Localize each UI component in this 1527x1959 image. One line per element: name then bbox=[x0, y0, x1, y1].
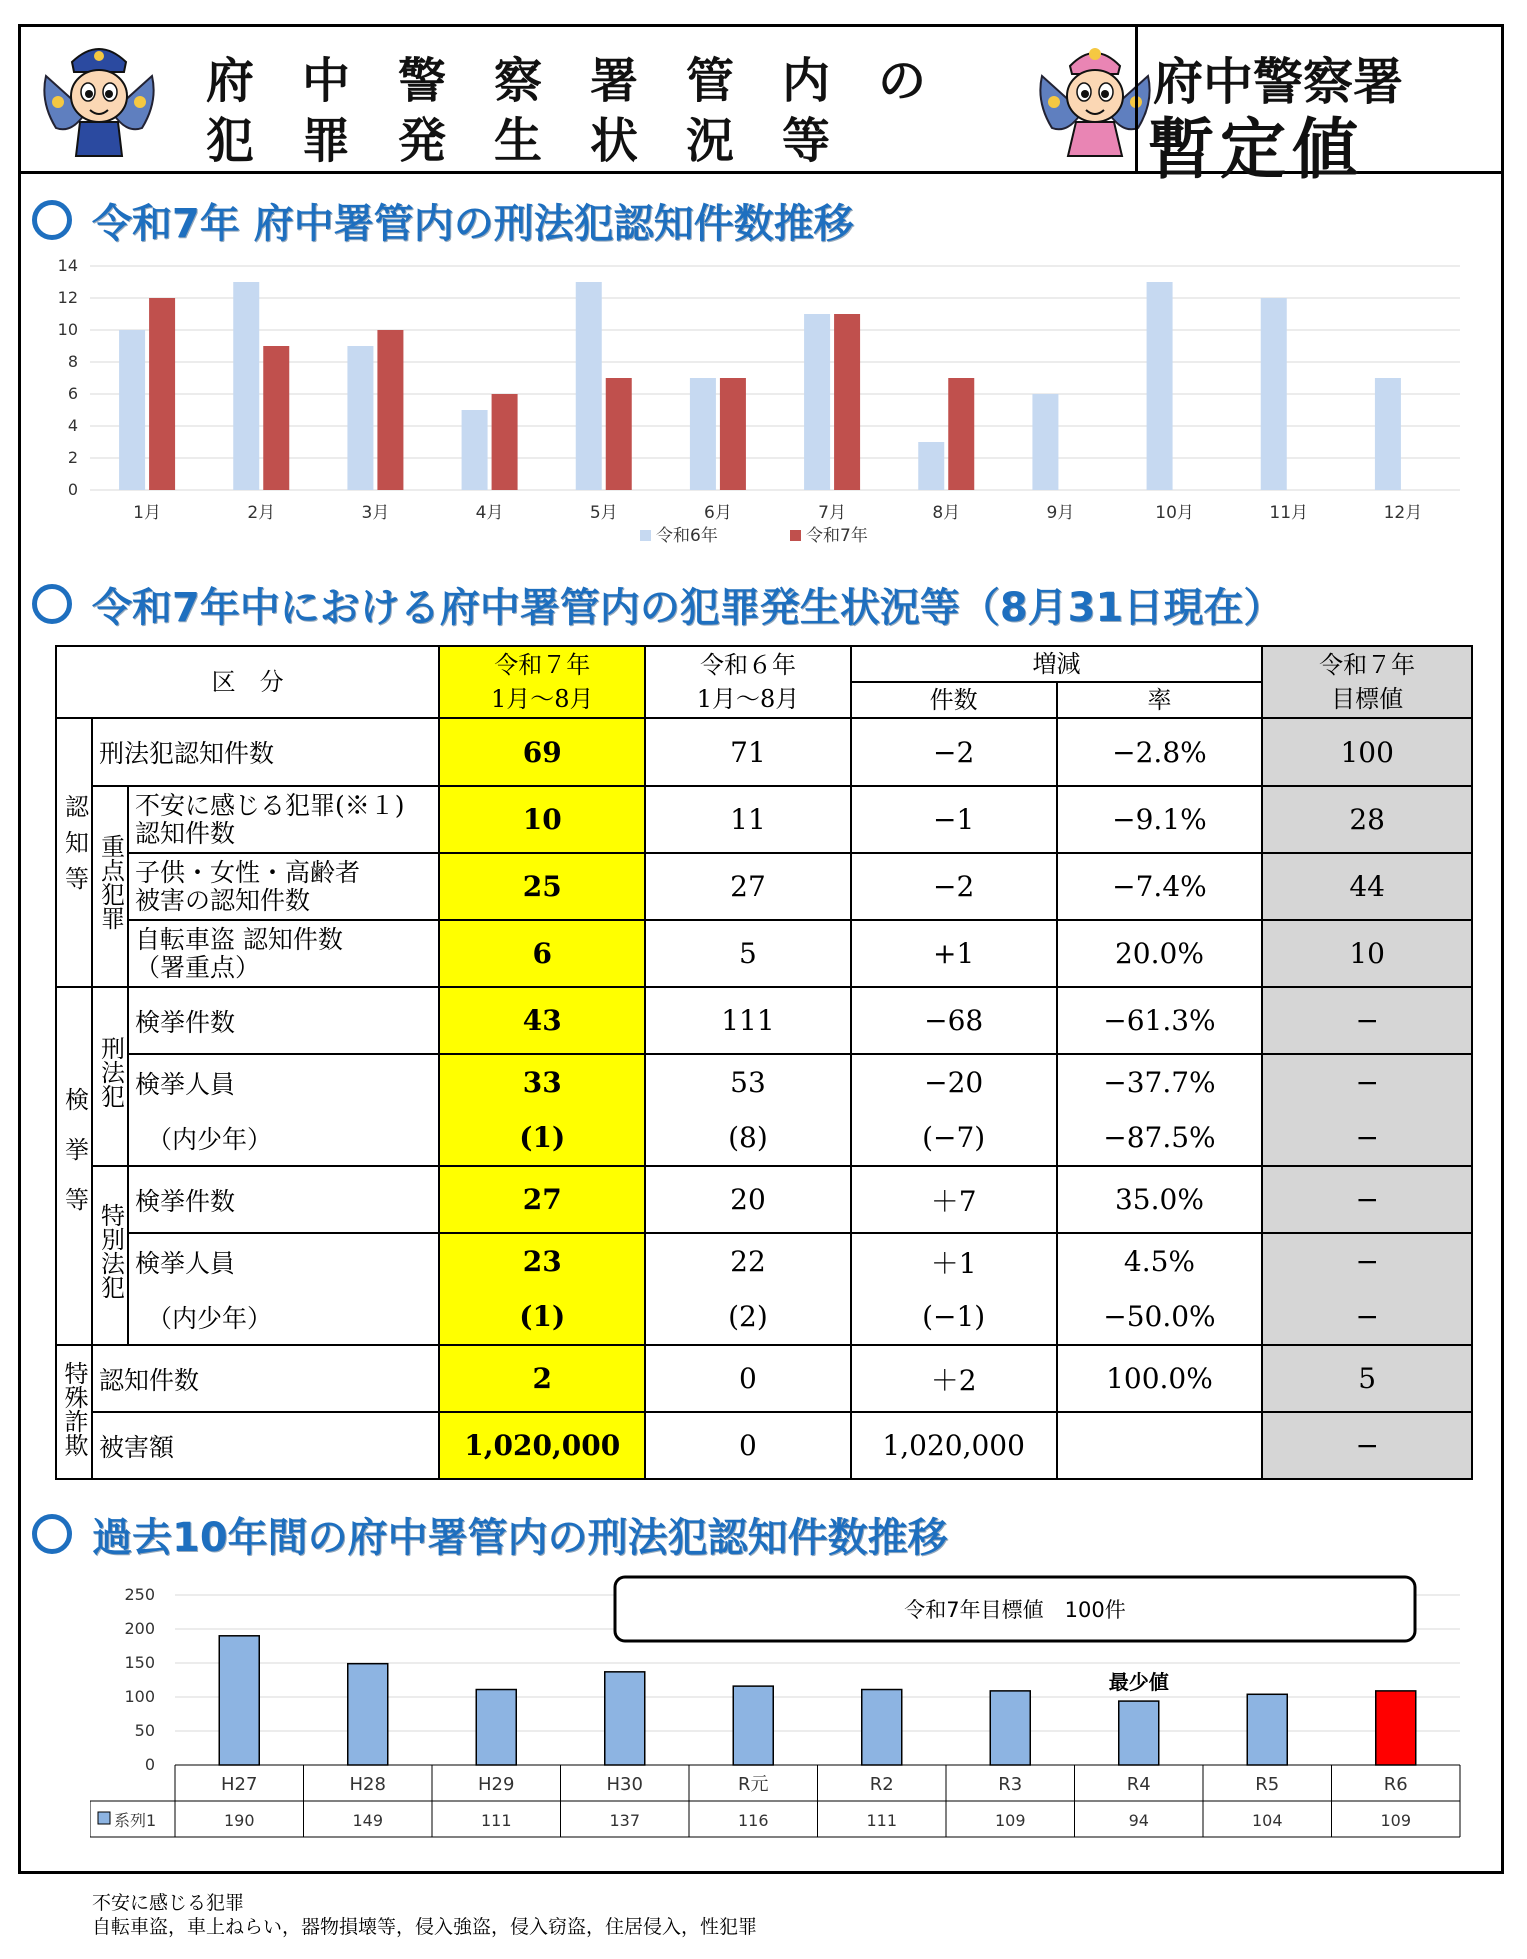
y-tick-label: 150 bbox=[124, 1653, 155, 1672]
bar-r6 bbox=[1032, 394, 1058, 490]
row-label: 認知件数 bbox=[92, 1345, 439, 1412]
cell-rate: −2.8% bbox=[1057, 718, 1263, 786]
legend-label: 系列1 bbox=[114, 1811, 157, 1830]
crime-stats-table bbox=[55, 645, 1473, 1480]
cell-r6: 22 bbox=[645, 1233, 851, 1289]
cell-target: − bbox=[1262, 987, 1472, 1054]
bar-r6 bbox=[1375, 378, 1401, 490]
x-tick-label: H29 bbox=[478, 1774, 515, 1795]
header bbox=[18, 24, 1504, 188]
data-label: 104 bbox=[1251, 1811, 1283, 1830]
data-label: 111 bbox=[866, 1811, 898, 1830]
bar-R3 bbox=[990, 1691, 1030, 1765]
cell-target: 10 bbox=[1262, 920, 1472, 987]
header-title-line2: 犯 罪 発 生 状 況 等 bbox=[206, 113, 831, 169]
cell-target: 5 bbox=[1262, 1345, 1472, 1412]
data-label: 116 bbox=[737, 1811, 769, 1830]
header-provisional-label: 暫定値 bbox=[1148, 111, 1364, 188]
footnote-title: 不安に感じる犯罪 bbox=[92, 1892, 245, 1914]
cell-count: ＋1 bbox=[851, 1233, 1057, 1289]
y-tick-label: 250 bbox=[124, 1585, 155, 1604]
bar-H28 bbox=[348, 1664, 388, 1765]
cell-r7: 6 bbox=[439, 920, 645, 987]
cell-r7: (1) bbox=[439, 1289, 645, 1345]
x-tick-label: H30 bbox=[606, 1774, 643, 1795]
cell-r6: 27 bbox=[645, 853, 851, 920]
row-label: （内少年） bbox=[128, 1110, 439, 1166]
y-tick-label: 10 bbox=[57, 320, 78, 339]
cell-r6: (2) bbox=[645, 1289, 851, 1345]
section2-title-text: 令和7年中における府中署管内の犯罪発生状況等（8月31日現在） bbox=[92, 584, 1284, 631]
bar-r7 bbox=[834, 314, 860, 490]
y-tick-label: 50 bbox=[134, 1721, 155, 1740]
row-label: （内少年） bbox=[128, 1289, 439, 1345]
legend-swatch bbox=[98, 1812, 110, 1824]
x-tick-label: H27 bbox=[221, 1774, 258, 1795]
monthly-crime-chart bbox=[40, 250, 1480, 560]
cell-target: 100 bbox=[1262, 718, 1472, 786]
cell-count: (−7) bbox=[851, 1110, 1057, 1166]
cell-count: +1 bbox=[851, 920, 1057, 987]
legend-swatch-r7 bbox=[790, 530, 801, 541]
ten-year-crime-chart bbox=[90, 1575, 1470, 1860]
group-kenkyo: 検挙等 bbox=[56, 987, 92, 1345]
x-tick-label: 7月 bbox=[818, 503, 846, 523]
legend-swatch-r6 bbox=[640, 530, 651, 541]
header-divider bbox=[1135, 24, 1138, 171]
x-tick-label: 6月 bbox=[704, 503, 732, 523]
bar-R元 bbox=[733, 1686, 773, 1765]
head-r7: 令和７年 1月〜8月 bbox=[439, 646, 645, 718]
y-tick-label: 100 bbox=[124, 1687, 155, 1706]
bar-r6 bbox=[1261, 298, 1287, 490]
x-tick-label: R3 bbox=[998, 1774, 1023, 1795]
header-office-name: 府中警察署 bbox=[1153, 53, 1403, 111]
x-tick-label: 11月 bbox=[1269, 503, 1309, 523]
bar-r7 bbox=[263, 346, 289, 490]
bar-r6 bbox=[804, 314, 830, 490]
y-tick-label: 0 bbox=[144, 1755, 155, 1774]
x-tick-label: 12月 bbox=[1383, 503, 1423, 523]
cell-r7: 10 bbox=[439, 786, 645, 853]
y-tick-label: 0 bbox=[67, 480, 78, 499]
bar-r6 bbox=[462, 410, 488, 490]
bar-R4 bbox=[1119, 1701, 1159, 1765]
cell-count: ＋2 bbox=[851, 1345, 1057, 1412]
head-r6: 令和６年 1月〜8月 bbox=[645, 646, 851, 718]
bar-r7 bbox=[377, 330, 403, 490]
cell-rate: 20.0% bbox=[1057, 920, 1263, 987]
group-juten: 重点犯罪 bbox=[92, 786, 128, 987]
bar-R2 bbox=[862, 1690, 902, 1765]
x-tick-label: 5月 bbox=[589, 503, 618, 523]
legend-label-r7: 令和7年 bbox=[806, 526, 868, 546]
row-label: 検挙人員 bbox=[128, 1233, 439, 1289]
row-label: 不安に感じる犯罪(※１) 認知件数 bbox=[128, 786, 439, 853]
cell-target: 28 bbox=[1262, 786, 1472, 853]
cell-r6: 20 bbox=[645, 1166, 851, 1233]
x-tick-label: R4 bbox=[1126, 1774, 1151, 1795]
cell-r6: 53 bbox=[645, 1054, 851, 1110]
head-change: 増減 bbox=[851, 646, 1263, 682]
x-tick-label: R6 bbox=[1383, 1774, 1408, 1795]
bar-r6 bbox=[1147, 282, 1173, 490]
data-label: 190 bbox=[223, 1811, 255, 1830]
bar-r6 bbox=[347, 346, 373, 490]
cell-target: − bbox=[1262, 1054, 1472, 1110]
x-tick-label: H28 bbox=[349, 1774, 386, 1795]
cell-rate: −37.7% bbox=[1057, 1054, 1263, 1110]
bar-R5 bbox=[1247, 1694, 1287, 1765]
target-annotation-text: 令和7年目標値 100件 bbox=[904, 1598, 1126, 1622]
cell-r7: 69 bbox=[439, 718, 645, 786]
section3-title-text: 過去10年間の府中署管内の刑法犯認知件数推移 bbox=[92, 1514, 948, 1561]
cell-count: −1 bbox=[851, 786, 1057, 853]
bar-r7 bbox=[720, 378, 746, 490]
cell-target: 44 bbox=[1262, 853, 1472, 920]
cell-rate: 4.5% bbox=[1057, 1233, 1263, 1289]
y-tick-label: 2 bbox=[67, 448, 78, 467]
cell-rate: 35.0% bbox=[1057, 1166, 1263, 1233]
circle-bullet-icon bbox=[32, 200, 72, 240]
cell-r7: 33 bbox=[439, 1054, 645, 1110]
y-tick-label: 200 bbox=[124, 1619, 155, 1638]
y-tick-label: 8 bbox=[67, 352, 78, 371]
bar-H29 bbox=[476, 1690, 516, 1765]
cell-r7: 43 bbox=[439, 987, 645, 1054]
y-tick-label: 12 bbox=[57, 288, 78, 307]
circle-bullet-icon bbox=[32, 584, 72, 624]
x-tick-label: R5 bbox=[1255, 1774, 1280, 1795]
bar-H30 bbox=[605, 1672, 645, 1765]
head-target: 令和７年 目標値 bbox=[1262, 646, 1472, 718]
cell-r6: 0 bbox=[645, 1412, 851, 1479]
group-keiho: 刑法犯 bbox=[92, 987, 128, 1166]
cell-rate: −9.1% bbox=[1057, 786, 1263, 853]
cell-r7: 23 bbox=[439, 1233, 645, 1289]
x-tick-label: 4月 bbox=[475, 503, 504, 523]
cell-count: ＋7 bbox=[851, 1166, 1057, 1233]
cell-count: −68 bbox=[851, 987, 1057, 1054]
cell-r6: 111 bbox=[645, 987, 851, 1054]
head-category: 区 分 bbox=[56, 646, 439, 718]
cell-target: − bbox=[1262, 1110, 1472, 1166]
cell-r6: (8) bbox=[645, 1110, 851, 1166]
head-rate: 率 bbox=[1057, 682, 1263, 718]
cell-r7: 1,020,000 bbox=[439, 1412, 645, 1479]
legend-label-r6: 令和6年 bbox=[656, 526, 718, 546]
x-tick-label: 8月 bbox=[932, 503, 961, 523]
police-mascot-left-icon bbox=[38, 32, 160, 160]
footnote-body: 自転車盗，車上ねらい，器物損壊等，侵入強盗，侵入窃盗，住居侵入，性犯罪 bbox=[92, 1916, 758, 1938]
cell-count: (−1) bbox=[851, 1289, 1057, 1345]
bar-r7 bbox=[606, 378, 632, 490]
cell-rate: −50.0% bbox=[1057, 1289, 1263, 1345]
row-label: 子供・女性・高齢者 被害の認知件数 bbox=[128, 853, 439, 920]
bar-R6 bbox=[1376, 1691, 1416, 1765]
cell-rate: −7.4% bbox=[1057, 853, 1263, 920]
cell-r7: 25 bbox=[439, 853, 645, 920]
cell-target: − bbox=[1262, 1412, 1472, 1479]
x-tick-label: R元 bbox=[737, 1774, 769, 1795]
bar-r7 bbox=[948, 378, 974, 490]
cell-r6: 71 bbox=[645, 718, 851, 786]
x-tick-label: 1月 bbox=[133, 503, 161, 523]
bar-r7 bbox=[149, 298, 175, 490]
bar-r6 bbox=[119, 330, 145, 490]
bar-H27 bbox=[219, 1636, 259, 1765]
cell-rate bbox=[1057, 1412, 1263, 1479]
y-tick-label: 4 bbox=[67, 416, 78, 435]
group-ninchi: 認知等 bbox=[56, 718, 92, 987]
cell-r6: 5 bbox=[645, 920, 851, 987]
y-tick-label: 14 bbox=[57, 256, 78, 275]
section1-title-text: 令和7年 府中署管内の刑法犯認知件数推移 bbox=[92, 200, 854, 247]
bar-r6 bbox=[576, 282, 602, 490]
cell-rate: −61.3% bbox=[1057, 987, 1263, 1054]
row-label: 自転車盗 認知件数 （署重点） bbox=[128, 920, 439, 987]
y-tick-label: 6 bbox=[67, 384, 78, 403]
data-label: 109 bbox=[1380, 1811, 1412, 1830]
data-label: 137 bbox=[609, 1811, 641, 1830]
row-label: 被害額 bbox=[92, 1412, 439, 1479]
row-label: 刑法犯認知件数 bbox=[92, 718, 439, 786]
cell-target: − bbox=[1262, 1233, 1472, 1289]
cell-rate: 100.0% bbox=[1057, 1345, 1263, 1412]
cell-r6: 0 bbox=[645, 1345, 851, 1412]
x-tick-label: 10月 bbox=[1155, 503, 1194, 523]
cell-count: −2 bbox=[851, 853, 1057, 920]
row-label: 検挙件数 bbox=[128, 987, 439, 1054]
section2-title bbox=[32, 578, 1283, 630]
row-label: 検挙件数 bbox=[128, 1166, 439, 1233]
min-value-annotation: 最少値 bbox=[1108, 1670, 1169, 1695]
data-label: 149 bbox=[352, 1811, 384, 1830]
cell-count: −20 bbox=[851, 1054, 1057, 1110]
x-tick-label: 3月 bbox=[361, 503, 390, 523]
circle-bullet-icon bbox=[32, 1514, 72, 1554]
cell-r7: 2 bbox=[439, 1345, 645, 1412]
cell-rate: −87.5% bbox=[1057, 1110, 1263, 1166]
bar-r6 bbox=[690, 378, 716, 490]
cell-target: − bbox=[1262, 1166, 1472, 1233]
bar-r6 bbox=[233, 282, 259, 490]
cell-count: −2 bbox=[851, 718, 1057, 786]
group-tokubetsu: 特別法犯 bbox=[92, 1166, 128, 1345]
row-label: 検挙人員 bbox=[128, 1054, 439, 1110]
group-sagi: 特殊詐欺 bbox=[56, 1345, 92, 1479]
x-tick-label: 2月 bbox=[247, 503, 276, 523]
data-label: 109 bbox=[994, 1811, 1026, 1830]
cell-r7: (1) bbox=[439, 1110, 645, 1166]
bar-r7 bbox=[492, 394, 518, 490]
cell-count: 1,020,000 bbox=[851, 1412, 1057, 1479]
cell-r7: 27 bbox=[439, 1166, 645, 1233]
bar-r6 bbox=[918, 442, 944, 490]
head-count: 件数 bbox=[851, 682, 1057, 718]
x-tick-label: 9月 bbox=[1046, 503, 1075, 523]
cell-r6: 11 bbox=[645, 786, 851, 853]
x-tick-label: R2 bbox=[869, 1774, 894, 1795]
data-label: 94 bbox=[1128, 1811, 1149, 1830]
section3-title bbox=[32, 1508, 948, 1560]
header-title-line1: 府 中 警 察 署 管 内 の bbox=[206, 53, 927, 109]
data-label: 111 bbox=[480, 1811, 512, 1830]
cell-target: − bbox=[1262, 1289, 1472, 1345]
section1-title bbox=[32, 194, 854, 246]
